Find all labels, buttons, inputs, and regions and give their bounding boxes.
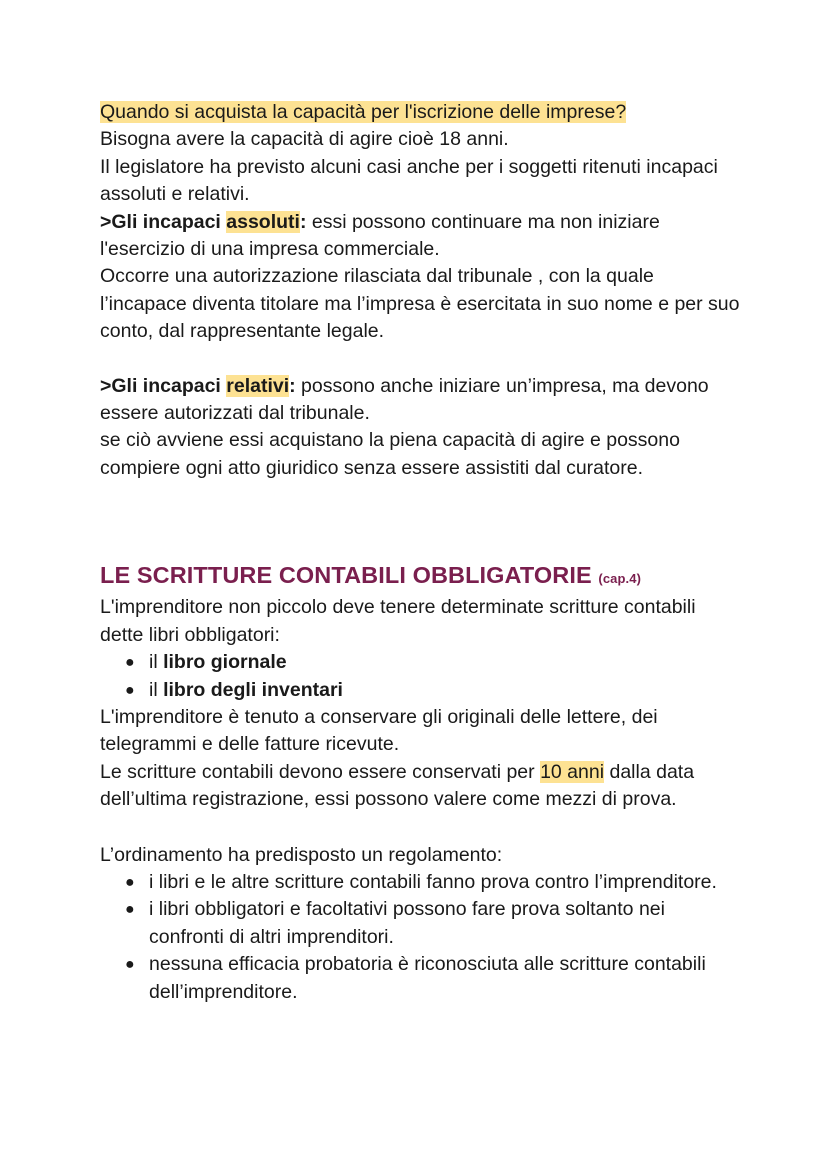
section-title: LE SCRITTURE CONTABILI OBBLIGATORIE [100, 562, 592, 589]
list-item: ● il libro giornale [100, 649, 740, 676]
legislator-paragraph: Il legislatore ha previsto alcuni casi anche per i soggetti ritenuti incapaci assoluti e relativi. [100, 155, 718, 206]
absolute-text: essi possono continuare ma non iniziare l'esercizio di una impresa commerciale. [100, 210, 660, 261]
regulation-intro: L’ordinamento ha predisposto un regolamento: [100, 843, 503, 866]
relative-incapable-paragraph [100, 373, 740, 428]
bullet-icon: ● [125, 901, 135, 919]
list-item: ● i libri e le altre scritture contabili fanno prova contro l’imprenditore. [100, 869, 740, 896]
question-line [100, 99, 740, 126]
section-chapter-note: (cap.4) [598, 571, 642, 587]
regulation-list [100, 869, 740, 1006]
absolute-highlight: assoluti [226, 210, 300, 233]
absolute-incapable-paragraph [100, 209, 740, 264]
bullet-icon: ● [125, 654, 135, 672]
document-page [100, 99, 740, 1006]
retention-highlight: 10 anni [540, 760, 605, 783]
relative-highlight: relativi [226, 374, 290, 397]
bullet-icon: ● [125, 956, 135, 974]
list-item: ● i libri obbligatori e facoltativi possono fare prova soltanto nei confronti di altri imprenditori. [125, 898, 665, 948]
age-requirement: Bisogna avere la capacità di agire cioè 18 anni. [100, 128, 509, 151]
mandatory-books-list [100, 649, 740, 704]
books-intro-paragraph: L'imprenditore non piccolo deve tenere determinate scritture contabili dette libri obbligatori: [100, 596, 696, 646]
relative-followup-paragraph: se ciò avviene essi acquistano la piena capacità di agire e possono compiere ogni atto giuridico senza essere assistiti dal curatore. [100, 429, 680, 479]
bullet-icon: ● [125, 873, 135, 891]
list-item: ● il libro degli inventari [100, 677, 740, 704]
authorization-paragraph: Occorre una autorizzazione rilasciata dal tribunale , con la quale l’incapace diventa titolare ma l’impresa è esercitata in suo nome e per suo conto, dal rappresentante legale. [100, 265, 740, 343]
relative-label: >Gli incapaci relativi: [100, 374, 296, 397]
list-item: ● nessuna efficacia probatoria è riconosciuta alle scritture contabili dell’imprenditore. [125, 953, 706, 1003]
bullet-icon: ● [125, 681, 135, 699]
retention-paragraph: Le scritture contabili devono essere conservati per 10 anni dalla data dell’ultima registrazione, essi possono valere come mezzi di prova. [100, 760, 695, 811]
relative-text: possono anche iniziare un’impresa, ma devono essere autorizzati dal tribunale. [100, 374, 709, 425]
conserve-paragraph: L'imprenditore è tenuto a conservare gli originali delle lettere, dei telegrammi e delle fatture ricevute. [100, 705, 658, 756]
section-heading [100, 560, 740, 594]
highlighted-question: Quando si acquista la capacità per l'iscrizione delle imprese? [100, 101, 627, 123]
absolute-label: >Gli incapaci assoluti: [100, 210, 307, 233]
